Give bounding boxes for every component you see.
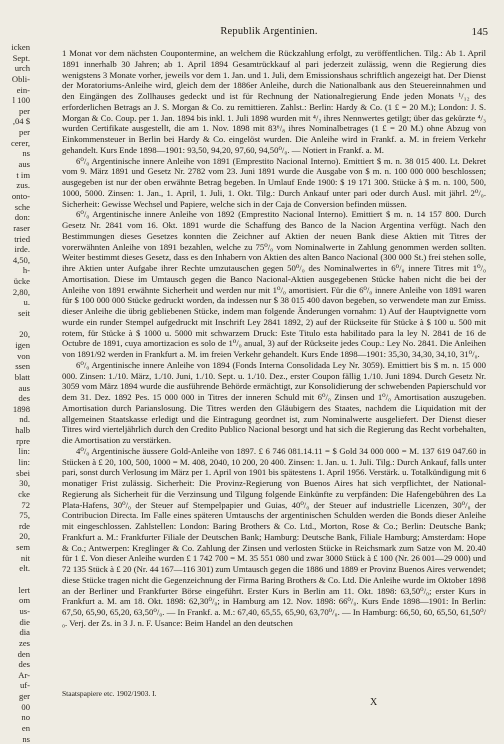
margin-fragment: des [18, 659, 30, 670]
margin-fragment: ssen [15, 361, 30, 372]
margin-fragment: ein- [16, 84, 30, 95]
margin-fragment: 20, [19, 531, 30, 542]
margin-fragment: irde. [14, 244, 30, 255]
margin-fragment: 30, [19, 478, 30, 489]
margin-fragment: urch [14, 63, 30, 74]
margin-fragment: sem [16, 542, 30, 553]
paragraph-inner-loan-1894: 6⁰/₀ Argentinische innere Anleihe von 1894 (Fonds Interna Consolidada Ley Nr. 3059). Emittiert bis $ m. n. 15 000 000. Zinsen: 1./10. März, 1./10. Juni, 1./10. Sept. u. 1./10. Dez., erster Coupon fällig 1./10. Juni 1894. Durch Gesetz Nr. 3059 vom März 1894 wurde die ausführende Behörde ermächtigt, zur Konsolidierung der schwebenden Papierschuld vor dem 31. Dez. 1892 Pes. 15 000 000 in Titres der inneren Schuld mit 6⁰/₀ Zinsen und 1⁰/₀ Amortisation auszugeben. Amortisation durch Parianslosung. Die Titres werden den Gläubigern des Staates, nachdem die Liquidation mit der allgemeinen Staatskasse erledigt und die Eintragung geordnet ist, zum Nominalwerte ausgeliefert. Der Dienst dieser Titres wird vierteljährlich durch den Credito Publico Nacional besorgt und hat sich die Regierung das Recht vorbehalten, die Amortisation zu verstärken. [62, 359, 486, 445]
margin-fragment: 20, [19, 329, 30, 340]
margin-fragment: seit [18, 308, 30, 319]
margin-fragment: halb [15, 425, 30, 436]
footer-source: Staatspapiere etc. 1902/1903. I. [62, 689, 157, 698]
margin-fragment: die [19, 616, 30, 627]
margin-fragment: ücke [13, 276, 30, 287]
margin-fragment: lin: [18, 446, 30, 457]
margin-fragment: 4,50, [12, 254, 30, 265]
signature-mark: X [370, 697, 378, 708]
margin-fragment: h- [22, 265, 30, 276]
margin-fragment: lin: [18, 456, 30, 467]
margin-fragment: dia [19, 627, 30, 638]
margin-fragment: cerer, [11, 137, 30, 148]
margin-fragment: lert [18, 584, 30, 595]
margin-fragment: om [19, 595, 30, 606]
margin-fragment: aus [18, 159, 30, 170]
page-number: 145 [471, 26, 488, 38]
margin-fragment: des [18, 393, 30, 404]
paragraph-moratorium-loan: 1 Monat vor dem nächsten Coupontermine, an welchem die Rückzahlung erfolgt, zu veröffentlichen. Tilg.: Ab 1. April 1891 innerhalb 30 Jahren; ab 1. April 1894 Gesamtrückkauf al pari jederzeit zulässig, wenn die Regierung dies wenigstens 3 Monate vorher, jeweils vor dem 1. Jan. und 1. Juli, dem Emissionshaus schriftlich angezeigt hat. Der Dienst der Moratoriums-Anleihe wird, gleich dem der 1886er Anleihe, durch die Nationalbank aus den Steuereinnahmen und den Eingängen des Zollhauses gedeckt und ist für Rechnung der Nationalregierung Ende jeden Monats ¹/₁₂ des erforderlichen Betrags an J. S. Morgan & Co. zu remittieren. Zahlst.: Berlin: Hardy & Co. (1 £ = 20 M.); London: J. S. Morgan & Co. Coup. per 1. Jan. 1894 bis inkl. 1. Juli 1898 wurden mit ⁴/₃ ihres Nennwertes getilgt; über das gekürzte ⁴/₃ wurden Certifikate ausgestellt, die am 1. Nov. 1898 mit 83⁶/₈ ihres Nominalbetrages (1 £ = 20 M.) ohne Abzug von Einkommensteuer in Berlin bei Hardy & Co. eingelöst wurden. Die Anleihe wird in Frankf. a. M. in freiem Verkehr gehandelt. Kurs Ende 1898—1901: 93,50, 94,20, 97,60, 94,50⁰/₀. — Notiert in Frankf. a. M. [62, 48, 486, 155]
margin-fragment: aus [18, 382, 30, 393]
margin-fragment: ,04 $ [12, 116, 30, 127]
margin-fragment: tried [14, 233, 30, 244]
paragraph-gold-loan-1897: 4⁰/₀ Argentinische äussere Gold-Anleihe von 1897. £ 6 746 081.14.11 = $ Gold 34 000 000 = M. 137 619 047.60 in Stücken à £ 20, 100, 500, 1000 = M. 408, 2040, 10 200, 20 400. Zinsen: 1. Jan. u. 1. Juli. Tilg.: Durch Ankauf, falls unter pari, sonst durch Verlosung im März per 1. April von 1901 bis spätestens 1. April 1956. Verstärk. u. Totalkündigung mit 6 monatiger Frist zulässig. Sicherheit: Die Provinz-Regierung von Buenos Aires hat sich verpflichtet, der National-Regierung als Sicherheit für die Verzinsung und Tilgung folgende Einkünfte zu verpfänden: Die Hafengebühren des La Plata-Hafens, 30⁰/₀ der Steuer auf Stempelpapier und Guias, 40⁰/₀ der Steuer auf industrielle Licenzen, 30⁰/₀ der Contribucion Directa. Im Falle eines späteren Umtauschs der argentinischen Schulden werden die Bonds dieser Anleihe mit eingeschlossen. Zahlstellen: London: Baring Brothers & Co. Ltd., Morton, Rose & Co.; Berlin: Deutsche Bank; Frankfurt a. M.: Frankfurter Filiale der Deutschen Bank; Hamburg: Deutsche Bank, Filiale Hamburg; Amsterdam: Hope & Co.; Antwerpen: Kreglinger & Co. Zahlung der Zinsen und verlosten Stücke in Reichsmark zum Satze von M. 20.40 für 1 £. Von dieser Anleihe wurden £ 1 742 700 = M. 35 551 080 und zwar 3000 Stück à £ 100 (Nr. 26 001—29 000) und 72 135 Stück à £ 20 (Nr. 44 167—116 301) zum Umtausch gegen die 1886 und 1889 er Provinz Buenos Aires verwendet; diese Stücke tragen nicht die Gegenzeichnung der Firma Baring Brothers & Co. Ltd. Die Anleihe wurde im Oktober 1898 an der Berliner und Frankfurter Börse eingeführt. Erster Kurs in Berlin am 11. Okt. 1898: 63,50⁰/₀; erster Kurs in Frankfurt a. M. am 18. Okt. 1898: 62,30⁰/₀; in Hamburg am 12. Nov. 1898: 66⁰/₀. Kurs Ende 1898—1901: In Berlin: 67,50, 65,90, 65,20, 63,50⁰/₀. — In Frankf. a. M.: 67,40, 65,55, 65,90, 63,70⁰/₀. — In Hamburg: 66,50, 60, 65,50, 61,50⁰/₀. Verj. der Zs. in 3 J. n. F. Usance: Beim Handel an den deutschen [62, 445, 486, 628]
paragraph-inner-loan-1891: 6⁰/₀ Argentinische innere Anleihe von 1891 (Emprestito Nacional Interno). Emittiert $ m. n. 38 015 400. Lt. Dekret vom 9. März 1891 und Gesetz Nr. 2782 vom 23. Juni 1891 wurde die Ausgabe von $ m. n. 100 000 000 beschlossen; ausgegeben ist nur der oben erwähnte Betrag begeben. In Umlauf Ende 1900: $ 19 171 300. Stücke à $ m. n. 100, 500, 1000, 5000. Zinsen: 1. Jan., 1. April, 1. Juli, 1. Okt. Tilg.: Durch Ankauf unter pari oder durch Ausl. mit jährl. 2⁰/₀. Sicherheit: Gewisse Wechsel und Papiere, welche sich in der Caja de Conversion befinden müssen. [62, 155, 486, 209]
main-text-column [62, 48, 486, 629]
margin-fragment: us- [19, 605, 30, 616]
paragraph-inner-loan-1892: 6⁰/₀ Argentinische innere Anleihe von 1892 (Emprestito Nacional Interno). Emittiert $ m. n. 14 157 800. Durch Gesetz Nr. 2841 vom 16. Okt. 1891 wurde die Schaffung des Banco de la Nacion Argentina verfügt. Nach den Bestimmungen dieses Gesetzes konnten die Zeichner auf Aktien der neuen Bank diese Aktien mit Titres der vorerwähnten Anleihe von 1891 bezahlen, welche zu 75⁰/₀ vom Nominalwerte in Zahlung genommen werden sollten. Weiter bestimmt dieses Gesetz, dass es den Inhabern von Aktien des alten Banco Nacional (300 000 St.) frei stehen solle, ihre Aktien unter Aufgabe ihrer Rechte umzutauschen gegen 50⁰/₀ des Nominalwertes in 6⁰/₀ innere Titres mit 1⁰/₀ Amortisation. Diese im Umtausch gegen die Banco Nacional-Aktien ausgegebenen Stücke haben nicht die bei der Anleihe von 1891 erwähnte Sicherheit und werden nur mit 1⁰/₀ amortisiert. Für die 6⁰/₀ innere Anleihe von 1891 waren für $ 100 000 000 Stücke gedruckt worden, da indessen nur $ 38 015 400 davon begeben, so verwendete man zur Emiss. dieser Anleihe die übrig gebliebenen Stücke, indem man folgende Änderungen vornahm: 1) Auf der Hauptvignette vorn wurde ein runder Stempel aufgedruckt mit Inschrift Ley 2841 1892, 2) auf der Rückseite für Stücke à $ 100 u. 500 mit rotem, für Stücke à $ 1000 u. 5000 mit schwarzem Druck: Este Titulo esta habilitado para la ley N. 2841 de 16 de Octubre de 1891, cuya amortizacion es solo de 1⁰/₀ anual, 3) auf der Rückseite jedes Coup.: Ley No. 2841. Die Anleihen von 1891/92 werden in Frankfurt a. M. im freien Verkehr gehandelt. Kurs Ende 1898—1901: 35,30, 34,30, 34,10, 31⁰/₀. [62, 209, 486, 359]
margin-fragment: zes [19, 637, 30, 648]
margin-fragment: no [21, 712, 30, 723]
margin-fragment: Ar- [18, 669, 30, 680]
margin-fragment: blatt [14, 371, 30, 382]
margin-fragment: en [21, 723, 30, 733]
margin-fragment: cke [18, 488, 30, 499]
left-margin-fragments [0, 42, 30, 744]
margin-fragment: per [19, 105, 30, 116]
margin-fragment: uf- [19, 680, 30, 691]
margin-fragment: ger [19, 691, 30, 702]
margin-fragment: don: [14, 212, 30, 223]
margin-fragment [0, 574, 30, 585]
margin-fragment: l 100 [12, 95, 30, 106]
margin-fragment [0, 319, 30, 330]
margin-fragment: raser [13, 222, 30, 233]
margin-fragment: Obli- [11, 73, 30, 84]
running-header [44, 26, 494, 40]
margin-fragment: ns [22, 148, 30, 159]
margin-fragment: elt. [19, 563, 30, 574]
page-title: Republik Argentinien. [220, 26, 318, 37]
margin-fragment: igen [15, 339, 30, 350]
margin-fragment: von [17, 350, 30, 361]
margin-fragment: per [19, 127, 30, 138]
margin-fragment: nit [20, 552, 30, 563]
margin-fragment: nd. [19, 414, 30, 425]
margin-fragment: sche [14, 201, 30, 212]
margin-fragment: zus. [16, 180, 30, 191]
margin-fragment: t im [16, 169, 30, 180]
margin-fragment: u. [23, 297, 30, 308]
margin-fragment: ns [22, 733, 30, 744]
margin-fragment: onto- [11, 190, 30, 201]
margin-fragment: sbei [16, 467, 30, 478]
margin-fragment: rpre [16, 435, 30, 446]
margin-fragment: 2,80, [12, 286, 30, 297]
margin-fragment: icken [11, 42, 30, 52]
margin-fragment: Sept. [12, 52, 30, 63]
margin-fragment: 1898 [12, 403, 30, 414]
margin-fragment: 75, [19, 510, 30, 521]
margin-fragment: 72 [21, 499, 30, 510]
margin-fragment: 00 [21, 701, 30, 712]
margin-fragment: rde [19, 520, 30, 531]
margin-fragment: den [17, 648, 30, 659]
